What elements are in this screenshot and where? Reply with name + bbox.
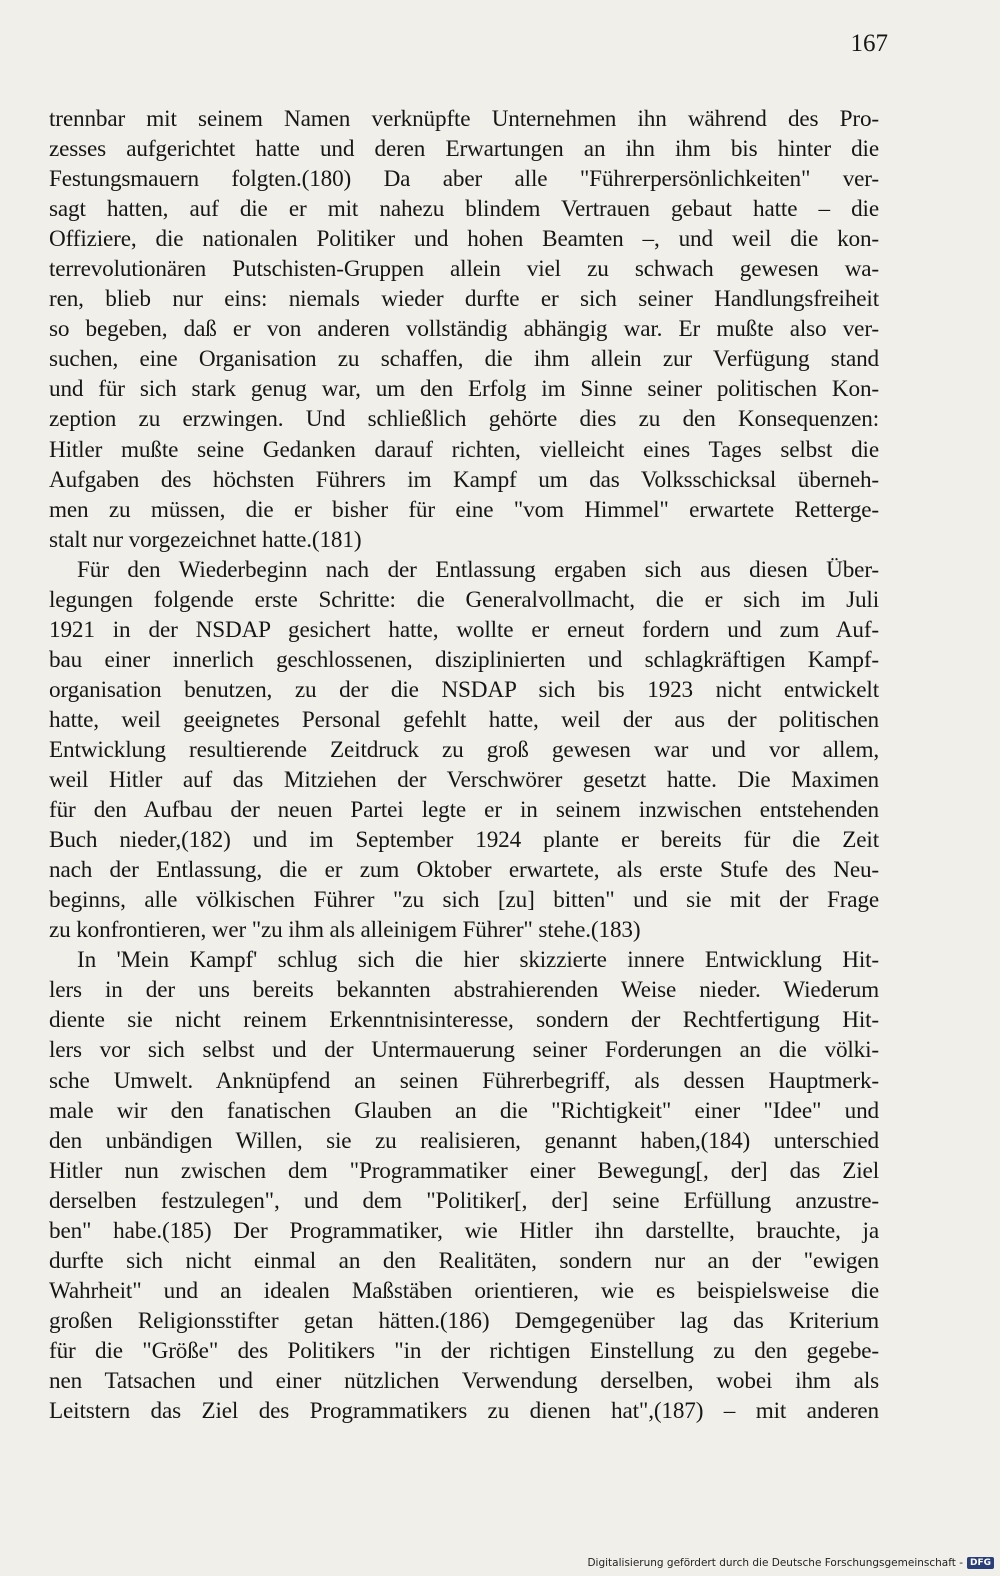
text-line: derselben festzulegen", und dem "Politiker[, der] seine Erfüllung anzustre- [49, 1187, 879, 1214]
text-line: Offiziere, die nationalen Politiker und hohen Beamten –, und weil die kon- [49, 226, 879, 253]
footer-credit-text: Digitalisierung gefördert durch die Deutsche Forschungsgemeinschaft - [587, 1557, 963, 1569]
text-line: ben" habe.(185) Der Programmatiker, wie Hitler ihn darstellte, brauchte, ja [49, 1217, 879, 1244]
body-text [49, 104, 879, 1426]
text-line: lers vor sich selbst und der Untermauerung seiner Forderungen an die völki- [49, 1037, 879, 1064]
text-line: sche Umwelt. Anknüpfend an seinen Führerbegriff, als dessen Hauptmerk- [49, 1067, 879, 1094]
text-line: Buch nieder,(182) und im September 1924 plante er bereits für die Zeit [49, 827, 879, 854]
page-number: 167 [850, 30, 888, 57]
text-line: Leitstern das Ziel des Programmatikers zu dienen hat",(187) – mit anderen [49, 1398, 879, 1425]
text-line: nach der Entlassung, die er zum Oktober erwartete, als erste Stufe des Neu- [49, 857, 879, 884]
text-line: Wahrheit" und an idealen Maßstäben orientieren, wie es beispielsweise die [49, 1277, 879, 1304]
text-line: zeption zu erzwingen. Und schließlich gehörte dies zu den Konsequenzen: [49, 406, 879, 433]
text-line: so begeben, daß er von anderen vollständig abhängig war. Er mußte also ver- [49, 316, 879, 343]
text-line: großen Religionsstifter getan hätten.(186) Demgegenüber lag das Kriterium [49, 1307, 879, 1334]
text-line: Festungsmauern folgten.(180) Da aber alle "Führerpersönlichkeiten" ver- [49, 166, 879, 193]
digitization-footer [587, 1554, 994, 1572]
text-line: sagt hatten, auf die er mit nahezu blindem Vertrauen gebaut hatte – die [49, 196, 879, 223]
text-line: trennbar mit seinem Namen verknüpfte Unternehmen ihn während des Pro- [49, 106, 879, 132]
text-line: legungen folgende erste Schritte: die Generalvollmacht, die er sich im Juli [49, 586, 879, 613]
text-line: male wir den fanatischen Glauben an die "Richtigkeit" einer "Idee" und [49, 1097, 879, 1124]
text-line: bau einer innerlich geschlossenen, disziplinierten und schlagkräftigen Kampf- [49, 646, 879, 673]
text-line: zu konfrontieren, wer "zu ihm als alleinigem Führer" stehe.(183) [49, 917, 641, 944]
text-line: diente sie nicht reinem Erkenntnisinteresse, sondern der Rechtfertigung Hit- [49, 1007, 879, 1034]
text-line: hatte, weil geeignetes Personal gefehlt hatte, weil der aus der politischen [49, 706, 879, 733]
text-line: Entwicklung resultierende Zeitdruck zu groß gewesen war und vor allem, [49, 736, 879, 763]
text-line: beginns, alle völkischen Führer "zu sich [zu] bitten" und sie mit der Frage [49, 887, 879, 914]
text-line: terrevolutionären Putschisten-Gruppen allein viel zu schwach gewesen wa- [49, 256, 879, 283]
text-line: ren, blieb nur eins: niemals wieder durfte er sich seiner Handlungsfreiheit [49, 286, 879, 313]
dfg-logo-icon: DFG [967, 1557, 994, 1569]
text-line: lers in der uns bereits bekannten abstrahierenden Weise nieder. Wiederum [49, 977, 879, 1004]
text-line: men zu müssen, die er bisher für eine "vom Himmel" erwartete Rettergе- [49, 496, 879, 523]
text-line: Für den Wiederbeginn nach der Entlassung ergaben sich aus diesen Über- [77, 556, 879, 583]
text-line: für den Aufbau der neuen Partei legte er in seinem inzwischen entstehenden [49, 797, 879, 824]
text-line: Hitler nun zwischen dem "Programmatiker einer Bewegung[, der] das Ziel [49, 1157, 879, 1184]
text-line: für die "Größe" des Politikers "in der richtigen Einstellung zu den gegebe- [49, 1337, 879, 1364]
text-line: zesses aufgerichtet hatte und deren Erwartungen an ihn ihm bis hinter die [49, 136, 879, 163]
text-line: Aufgaben des höchsten Führers im Kampf um das Volksschicksal überneh- [49, 466, 879, 493]
text-line: nen Tatsachen und einer nützlichen Verwendung derselben, wobei ihm als [49, 1367, 879, 1394]
text-line: organisation benutzen, zu der die NSDAP sich bis 1923 nicht entwickelt [49, 676, 879, 703]
text-line: durfte sich nicht einmal an den Realitäten, sondern nur an der "ewigen [49, 1247, 879, 1274]
text-line: suchen, eine Organisation zu schaffen, die ihm allein zur Verfügung stand [49, 346, 879, 373]
text-line: Hitler mußte seine Gedanken darauf richten, vielleicht eines Tages selbst die [49, 436, 879, 463]
text-line: weil Hitler auf das Mitziehen der Verschwörer gesetzt hatte. Die Maximen [49, 767, 879, 794]
text-line: 1921 in der NSDAP gesichert hatte, wollte er erneut fordern und zum Auf- [49, 616, 879, 643]
text-line: und für sich stark genug war, um den Erfolg im Sinne seiner politischen Kon- [49, 376, 879, 403]
text-line: stalt nur vorgezeichnet hatte.(181) [49, 526, 362, 553]
text-line: den unbändigen Willen, sie zu realisieren, genannt haben,(184) unterschied [49, 1127, 879, 1154]
text-line: In 'Mein Kampf' schlug sich die hier skizzierte innere Entwicklung Hit- [77, 947, 879, 974]
